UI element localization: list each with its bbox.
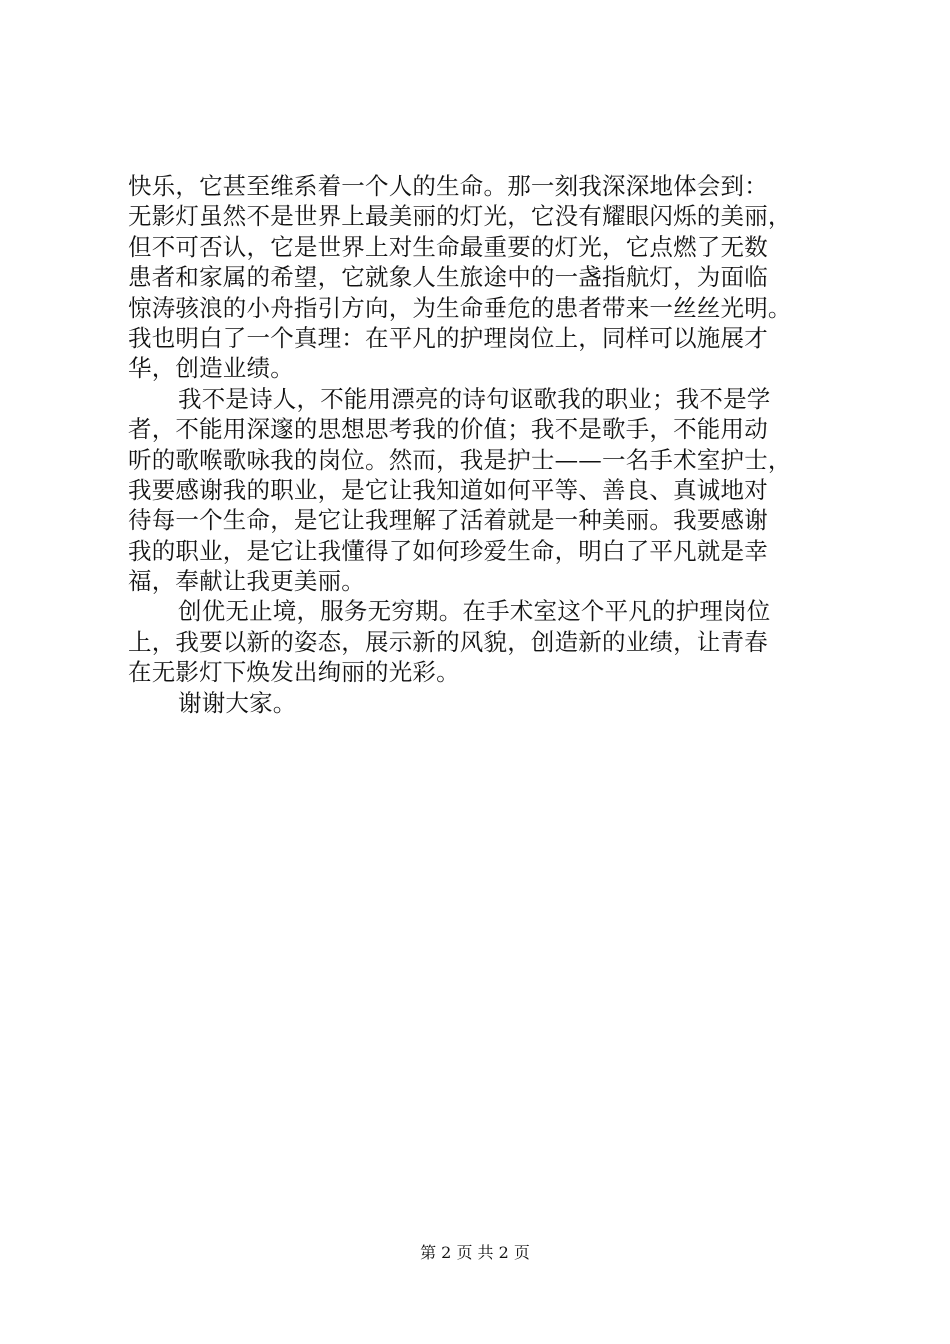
text-line: 上，我要以新的姿态，展示新的风貌，创造新的业绩，让青春 xyxy=(128,627,768,656)
text-line: 我要感谢我的职业，是它让我知道如何平等、善良、真诚地对 xyxy=(128,475,768,504)
text-line: 我的职业，是它让我懂得了如何珍爱生命，明白了平凡就是幸 xyxy=(128,536,768,565)
page-footer xyxy=(0,1243,950,1263)
text-line: 者，不能用深邃的思想思考我的价值；我不是歌手，不能用动 xyxy=(128,415,768,444)
closing-line: 谢谢大家。 xyxy=(178,688,297,717)
text-line: 但不可否认，它是世界上对生命最重要的灯光，它点燃了无数 xyxy=(128,232,768,261)
text-line: 患者和家属的希望，它就象人生旅途中的一盏指航灯，为面临 xyxy=(128,263,768,292)
text-line: 福，奉献让我更美丽。 xyxy=(128,567,365,596)
text-line: 听的歌喉歌咏我的岗位。然而，我是护士——一名手术室护士， xyxy=(128,445,792,474)
text-line: 惊涛骇浪的小舟指引方向，为生命垂危的患者带来一丝丝光明。 xyxy=(128,293,792,322)
text-line: 在无影灯下焕发出绚丽的光彩。 xyxy=(128,658,460,687)
text-line: 待每一个生命，是它让我理解了活着就是一种美丽。我要感谢 xyxy=(128,506,768,535)
text-line: 华，创造业绩。 xyxy=(128,354,294,383)
text-line: 快乐，它甚至维系着一个人的生命。那一刻我深深地体会到： xyxy=(128,172,768,200)
paragraph-start-line: 我不是诗人，不能用漂亮的诗句讴歌我的职业；我不是学 xyxy=(178,384,771,413)
paragraph-start-line: 创优无止境，服务无穷期。在手术室这个平凡的护理岗位 xyxy=(178,597,771,626)
text-line: 我也明白了一个真理：在平凡的护理岗位上，同样可以施展才 xyxy=(128,323,768,352)
page-number-label: 第 2 页 共 2 页 xyxy=(420,1243,530,1262)
document-body xyxy=(128,171,858,718)
text-line: 无影灯虽然不是世界上最美丽的灯光，它没有耀眼闪烁的美丽， xyxy=(128,202,792,231)
